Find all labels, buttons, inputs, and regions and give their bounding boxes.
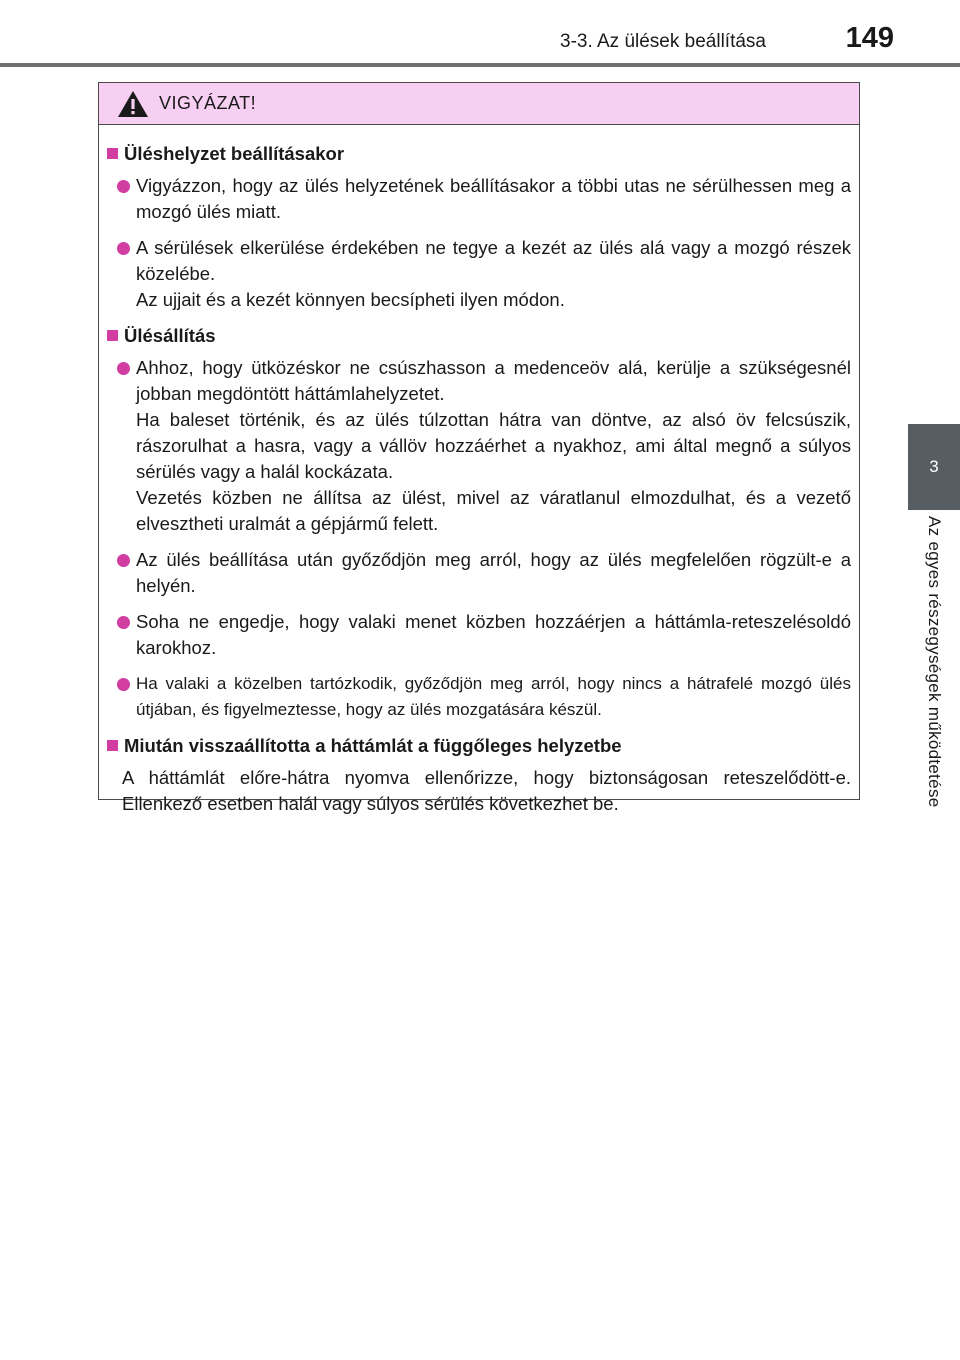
circle-bullet-icon xyxy=(117,554,130,567)
item-line: Vezetés közben ne állítsa az ülést, mivel az váratlanul elmozdulhat, és a vezető elvesztheti uralmát a gépjármű felett. xyxy=(136,487,851,534)
circle-bullet-icon xyxy=(117,242,130,255)
section-heading-text: Miután visszaállította a háttámlát a függőleges helyzetbe xyxy=(124,735,622,756)
paragraph xyxy=(122,765,851,817)
caution-header xyxy=(99,83,859,125)
caution-box xyxy=(98,82,860,814)
item-line: Ahhoz, hogy ütközéskor ne csúszhasson a medenceöv alá, kerülje a szükségesnél jobban megdöntött háttámlahelyzetet. xyxy=(136,357,851,404)
item-line: Vigyázzon, hogy az ülés helyzetének beállításakor a többi utas ne sérülhessen meg a mozgó ülés miatt. xyxy=(136,175,851,222)
caution-body xyxy=(99,125,859,817)
warning-triangle-icon xyxy=(117,89,149,119)
caution-title: VIGYÁZAT! xyxy=(159,93,257,113)
section-heading-seat-adjust xyxy=(107,141,851,167)
square-bullet-icon xyxy=(107,330,118,341)
chapter-title-vertical xyxy=(908,516,960,866)
item-line: Ha baleset történik, és az ülés túlzottan hátra van döntve, az alsó öv felcsúszik, rászorulhat a hasra, vagy a vállöv hozzáérhet a nyakhoz, ami által megnő a súlyos sérülés vagy a halál kockázata. xyxy=(136,409,851,482)
item-line: A sérülések elkerülése érdekében ne tegye a kezét az ülés alá vagy a mozgó részek közelébe. xyxy=(136,237,851,284)
circle-bullet-icon xyxy=(117,616,130,629)
square-bullet-icon xyxy=(107,740,118,751)
page-number: 149 xyxy=(845,22,894,54)
circle-bullet-icon xyxy=(117,180,130,193)
list-item xyxy=(107,355,851,537)
list-item xyxy=(107,173,851,225)
square-bullet-icon xyxy=(107,148,118,159)
list-item xyxy=(107,547,851,599)
section-title: 3-3. Az ülések beállítása xyxy=(560,31,766,52)
item-line: Ha valaki a közelben tartózkodik, győződjön meg arról, hogy nincs a hátrafelé mozgó ülés útjában, és figyelmeztesse, hogy az ülés mozgatására készül. xyxy=(136,674,851,719)
header-divider xyxy=(0,63,960,67)
circle-bullet-icon xyxy=(117,678,130,691)
section-heading-backrest-upright xyxy=(107,733,851,759)
list-item xyxy=(107,235,851,313)
list-item xyxy=(107,609,851,661)
item-line: Az ülés beállítása után győződjön meg arról, hogy az ülés megfelelően rögzült-e a helyén. xyxy=(136,549,851,596)
chapter-number: 3 xyxy=(929,457,939,476)
chapter-tab xyxy=(908,424,960,510)
section-heading-text: Üléshelyzet beállításakor xyxy=(124,143,345,164)
section-heading-seat-setting xyxy=(107,323,851,349)
item-line: Soha ne engedje, hogy valaki menet közben hozzáérjen a háttámla-reteszelésoldó karokhoz. xyxy=(136,611,851,658)
circle-bullet-icon xyxy=(117,362,130,375)
chapter-title: Az egyes részegységek működtetése xyxy=(925,516,944,808)
list-item xyxy=(107,671,851,723)
item-line: Az ujjait és a kezét könnyen becsípheti ilyen módon. xyxy=(136,289,565,310)
section-heading-text: Ülésállítás xyxy=(124,325,216,346)
paragraph-text: A háttámlát előre-hátra nyomva ellenőrizze, hogy biztonságosan reteszelődött-e. Ellenkező esetben halál vagy súlyos sérülés következhet be. xyxy=(122,767,851,814)
